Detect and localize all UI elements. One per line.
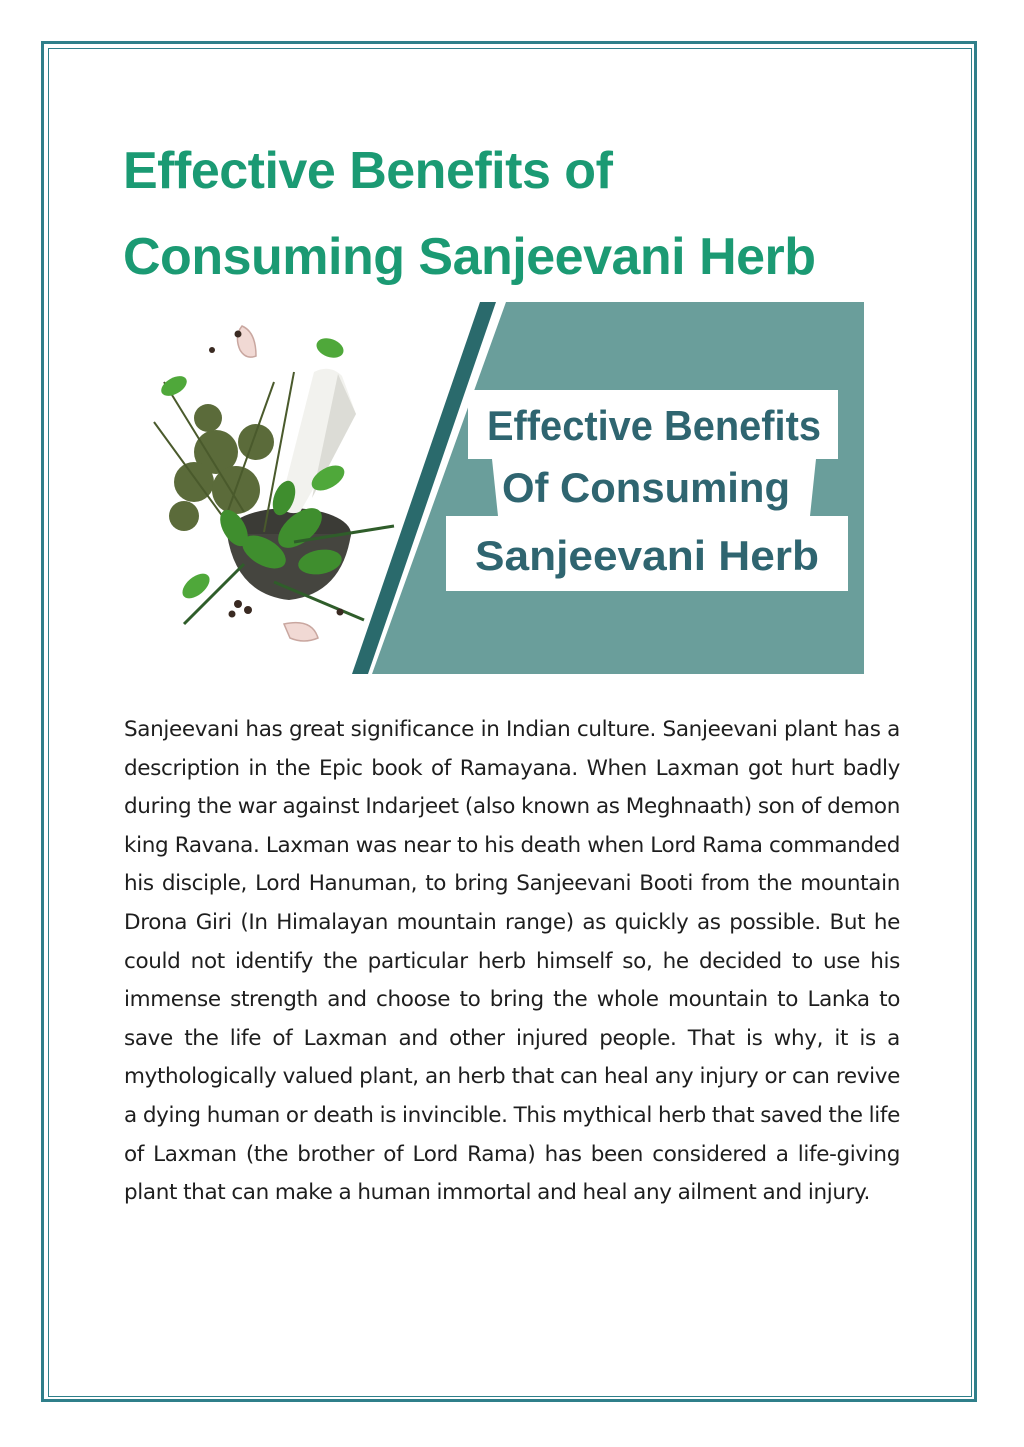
mortar-pestle-herbs-illustration xyxy=(154,326,394,641)
title-line-1: Effective Benefits of xyxy=(123,142,613,200)
banner-line-3: Sanjeevani Herb xyxy=(475,532,819,579)
document-title xyxy=(123,128,903,300)
body-paragraph: Sanjeevani has great significance in Indian culture. Sanjeevani plant has a description in the Epic book of Ramayana. When Laxman got hurt badly during the war against Indarjeet (also known as Meghnaath) son of demon king Ravana. Laxman was near to his death when Lord Rama commanded his disciple, Lord Hanuman, to bring Sanjeevani Booti from the mountain Drona Giri (In Himalayan mountain range) as quickly as possible. But he could not identify the particular herb himself so, he decided to use his immense strength and choose to bring the whole mountain to Lanka to save the life of Laxman and other injured people. That is why, it is a mythologically valued plant, an herb that can heal any injury or can revive a dying human or death is invincible. This mythical herb that saved the life of Laxman (the brother of Lord Rama) has been considered a life-giving plant that can make a human immortal and heal any ailment and injury. xyxy=(124,717,900,1206)
title-line-2: Consuming Sanjeevani Herb xyxy=(123,228,816,286)
banner-text-boxes xyxy=(446,390,848,591)
banner-image xyxy=(124,302,864,674)
banner-line-2: Of Consuming xyxy=(502,464,790,511)
banner-line-1: Effective Benefits xyxy=(487,402,821,449)
